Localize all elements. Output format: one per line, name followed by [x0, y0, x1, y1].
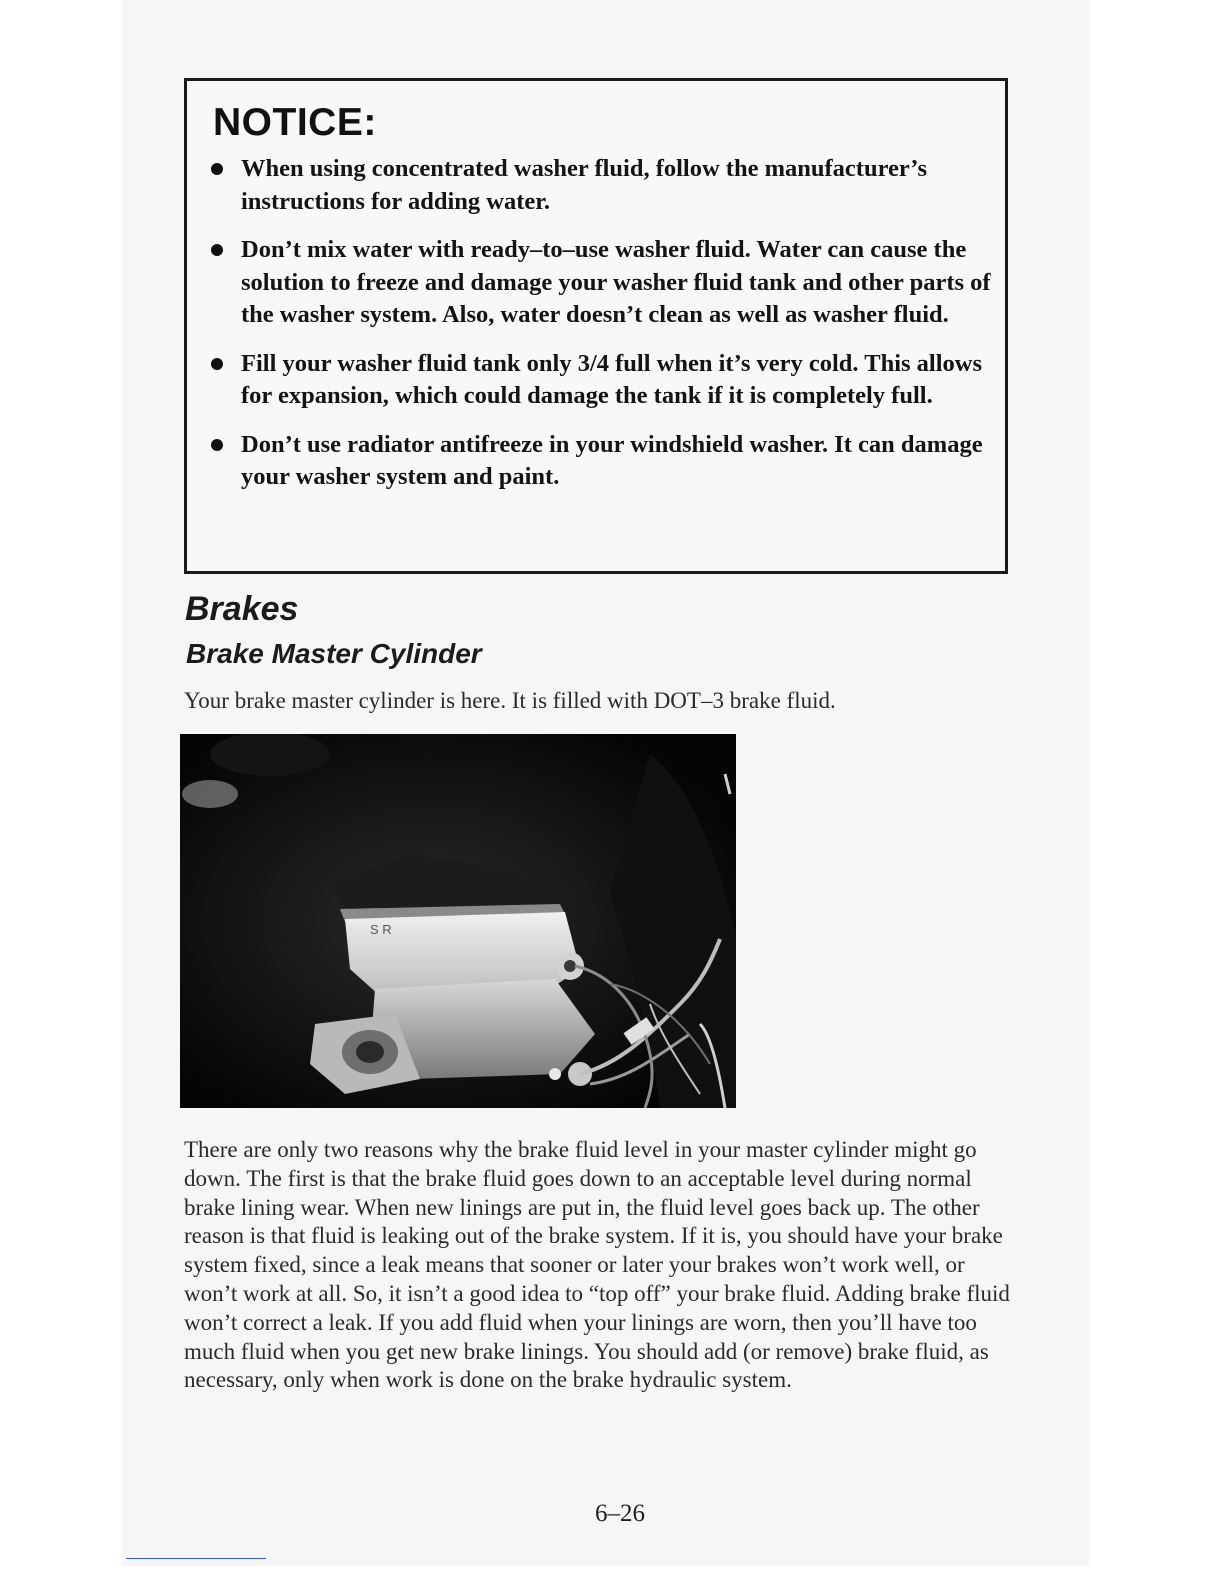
page-number: 6–26	[595, 1500, 645, 1527]
bullet-icon	[211, 439, 223, 451]
notice-title: NOTICE:	[213, 101, 377, 144]
notice-list	[211, 153, 991, 510]
section-title: Brakes	[185, 590, 299, 628]
bullet-icon	[211, 244, 223, 256]
body-paragraph: There are only two reasons why the brake fluid level in your master cylinder might go down. The first is that the brake fluid goes down to an acceptable level during normal brake lining wear. When new linings are put in, the fluid level goes back up. The other reason is that fluid is leaking out of the brake system. If it is, you should have your brake system fixed, since a leak means that sooner or later your brakes won’t work well, or won’t work at all. So, it isn’t a good idea to “top off” your brake fluid. Adding brake fluid won’t correct a leak. If you add fluid when your linings are worn, then you’ll have too much fluid when you get new brake linings. You should add (or remove) brake fluid, as necessary, only when work is done on the brake hydraulic system.	[184, 1137, 1010, 1393]
notice-item	[211, 153, 991, 218]
notice-item	[211, 429, 991, 494]
bullet-icon	[211, 358, 223, 370]
intro-paragraph: Your brake master cylinder is here. It is filled with DOT–3 brake fluid.	[184, 688, 836, 713]
reservoir-label: S R	[370, 922, 392, 937]
brake-master-cylinder-photo	[180, 734, 736, 1108]
notice-item-text: Fill your washer fluid tank only 3/4 full when it’s very cold. This allows for expansion, which could damage the tank if it is completely full.	[241, 349, 983, 409]
notice-box	[184, 78, 1008, 574]
notice-item	[211, 234, 991, 332]
footer-rule	[126, 1558, 266, 1559]
notice-item-text: Don’t mix water with ready–to–use washer fluid. Water can cause the solution to freeze and damage your washer fluid tank and other parts of the washer system. Also, water doesn’t clean as well as washer fluid.	[241, 236, 991, 328]
notice-item	[211, 348, 991, 413]
bullet-icon	[211, 163, 223, 175]
subsection-title: Brake Master Cylinder	[186, 638, 482, 669]
notice-item-text: When using concentrated washer fluid, follow the manufacturer’s instructions for adding water.	[241, 155, 927, 215]
notice-item-text: Don’t use radiator antifreeze in your windshield washer. It can damage your washer system and paint.	[241, 430, 983, 490]
